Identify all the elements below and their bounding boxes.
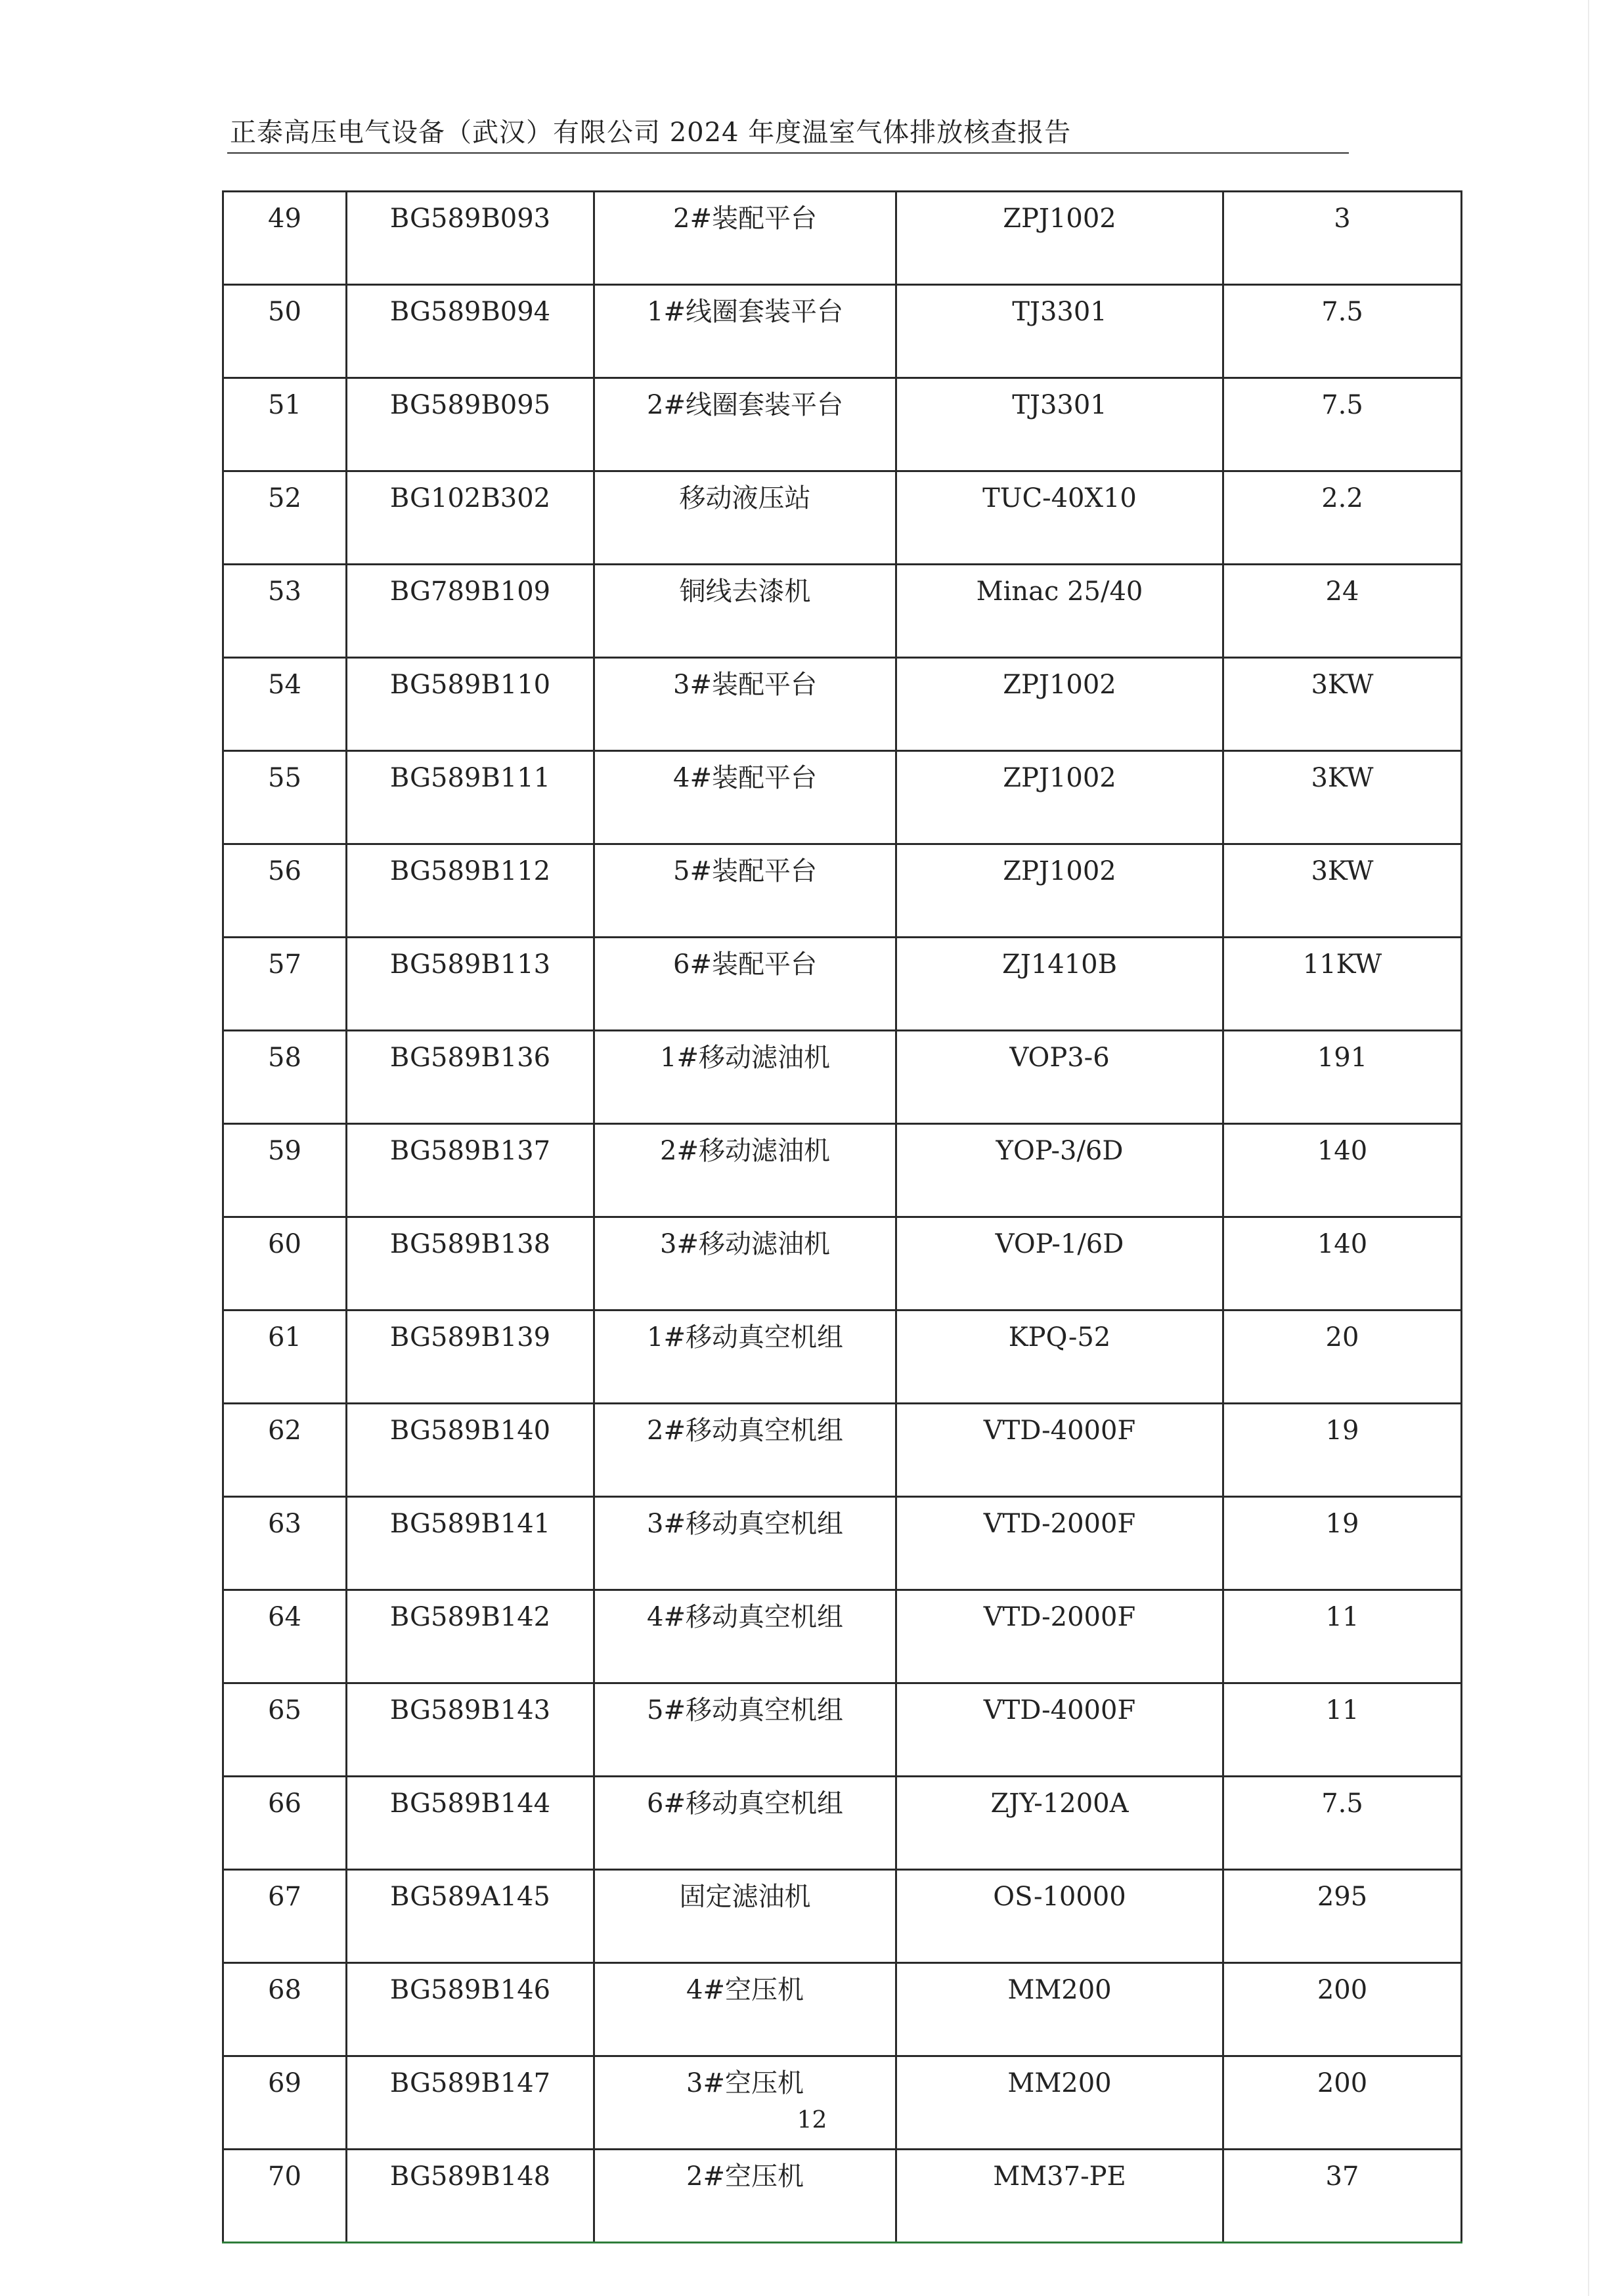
equipment-power-cell: 3KW (1223, 751, 1462, 844)
table-row (223, 1963, 1462, 2056)
equipment-name-cell: 1#线圈套装平台 (594, 285, 896, 378)
table-row (223, 2056, 1462, 2150)
table-row (223, 1683, 1462, 1777)
equipment-model-cell: KPQ-52 (896, 1310, 1223, 1404)
row-index-cell: 66 (223, 1777, 347, 1870)
table-row (223, 751, 1462, 844)
equipment-name-cell: 3#装配平台 (594, 658, 896, 751)
equipment-power-cell: 3KW (1223, 658, 1462, 751)
equipment-power-cell: 11 (1223, 1590, 1462, 1683)
equipment-model-cell: ZJY-1200A (896, 1777, 1223, 1870)
equipment-model-cell: VTD-2000F (896, 1590, 1223, 1683)
page-number: 12 (797, 2107, 827, 2134)
equipment-name-cell: 1#移动滤油机 (594, 1031, 896, 1124)
table-row (223, 192, 1462, 285)
row-index-cell: 70 (223, 2150, 347, 2243)
equipment-model-cell: MM200 (896, 1963, 1223, 2056)
equipment-power-cell: 11KW (1223, 938, 1462, 1031)
equipment-name-cell: 1#移动真空机组 (594, 1310, 896, 1404)
table-row (223, 1217, 1462, 1310)
equipment-model-cell: TUC-40X10 (896, 471, 1223, 565)
table-row (223, 471, 1462, 565)
row-index-cell: 59 (223, 1124, 347, 1217)
equipment-power-cell: 19 (1223, 1404, 1462, 1497)
scan-edge-line (1588, 0, 1589, 2296)
equipment-code-cell: BG589B112 (347, 844, 594, 938)
equipment-name-cell: 4#装配平台 (594, 751, 896, 844)
table-row (223, 565, 1462, 658)
row-index-cell: 57 (223, 938, 347, 1031)
equipment-name-cell: 2#移动滤油机 (594, 1124, 896, 1217)
table-row (223, 938, 1462, 1031)
equipment-table-body (223, 192, 1462, 2243)
table-row (223, 1777, 1462, 1870)
table-row (223, 1124, 1462, 1217)
equipment-code-cell: BG589B147 (347, 2056, 594, 2150)
equipment-model-cell: VTD-2000F (896, 1497, 1223, 1590)
equipment-code-cell: BG589B113 (347, 938, 594, 1031)
equipment-table-container (222, 190, 1460, 2243)
equipment-code-cell: BG589B110 (347, 658, 594, 751)
equipment-power-cell: 7.5 (1223, 378, 1462, 471)
equipment-name-cell: 4#空压机 (594, 1963, 896, 2056)
equipment-power-cell: 20 (1223, 1310, 1462, 1404)
equipment-model-cell: VOP-1/6D (896, 1217, 1223, 1310)
equipment-name-cell: 5#装配平台 (594, 844, 896, 938)
row-index-cell: 49 (223, 192, 347, 285)
equipment-name-cell: 3#空压机 (594, 2056, 896, 2150)
equipment-name-cell: 2#移动真空机组 (594, 1404, 896, 1497)
row-index-cell: 64 (223, 1590, 347, 1683)
equipment-name-cell: 5#移动真空机组 (594, 1683, 896, 1777)
equipment-model-cell: VTD-4000F (896, 1404, 1223, 1497)
table-row (223, 1031, 1462, 1124)
equipment-power-cell: 37 (1223, 2150, 1462, 2243)
equipment-code-cell: BG589B148 (347, 2150, 594, 2243)
equipment-model-cell: MM200 (896, 2056, 1223, 2150)
row-index-cell: 52 (223, 471, 347, 565)
equipment-name-cell: 4#移动真空机组 (594, 1590, 896, 1683)
equipment-name-cell: 6#装配平台 (594, 938, 896, 1031)
table-row (223, 1404, 1462, 1497)
equipment-model-cell: MM37-PE (896, 2150, 1223, 2243)
equipment-code-cell: BG589B141 (347, 1497, 594, 1590)
table-row (223, 658, 1462, 751)
row-index-cell: 67 (223, 1870, 347, 1963)
row-index-cell: 65 (223, 1683, 347, 1777)
equipment-code-cell: BG589B142 (347, 1590, 594, 1683)
equipment-code-cell: BG789B109 (347, 565, 594, 658)
equipment-power-cell: 191 (1223, 1031, 1462, 1124)
table-row (223, 1310, 1462, 1404)
row-index-cell: 68 (223, 1963, 347, 2056)
equipment-power-cell: 19 (1223, 1497, 1462, 1590)
equipment-name-cell: 2#装配平台 (594, 192, 896, 285)
equipment-table (222, 190, 1462, 2243)
equipment-model-cell: TJ3301 (896, 285, 1223, 378)
equipment-power-cell: 200 (1223, 1963, 1462, 2056)
equipment-code-cell: BG589B111 (347, 751, 594, 844)
equipment-code-cell: BG589A145 (347, 1870, 594, 1963)
equipment-name-cell: 3#移动真空机组 (594, 1497, 896, 1590)
equipment-model-cell: YOP-3/6D (896, 1124, 1223, 1217)
equipment-model-cell: ZJ1410B (896, 938, 1223, 1031)
equipment-name-cell: 2#空压机 (594, 2150, 896, 2243)
equipment-name-cell: 固定滤油机 (594, 1870, 896, 1963)
table-row (223, 1497, 1462, 1590)
equipment-model-cell: VTD-4000F (896, 1683, 1223, 1777)
equipment-power-cell: 3 (1223, 192, 1462, 285)
equipment-code-cell: BG589B094 (347, 285, 594, 378)
equipment-name-cell: 铜线去漆机 (594, 565, 896, 658)
equipment-code-cell: BG589B143 (347, 1683, 594, 1777)
equipment-model-cell: ZPJ1002 (896, 192, 1223, 285)
equipment-power-cell: 24 (1223, 565, 1462, 658)
row-index-cell: 56 (223, 844, 347, 938)
equipment-power-cell: 3KW (1223, 844, 1462, 938)
table-row (223, 2150, 1462, 2243)
equipment-name-cell: 2#线圈套装平台 (594, 378, 896, 471)
equipment-model-cell: OS-10000 (896, 1870, 1223, 1963)
equipment-code-cell: BG589B136 (347, 1031, 594, 1124)
table-row (223, 285, 1462, 378)
row-index-cell: 69 (223, 2056, 347, 2150)
page-header-title: 正泰高压电气设备（武汉）有限公司 2024 年度温室气体排放核查报告 (230, 118, 1072, 148)
equipment-power-cell: 11 (1223, 1683, 1462, 1777)
row-index-cell: 58 (223, 1031, 347, 1124)
row-index-cell: 60 (223, 1217, 347, 1310)
equipment-code-cell: BG589B095 (347, 378, 594, 471)
equipment-code-cell: BG102B302 (347, 471, 594, 565)
table-row (223, 1590, 1462, 1683)
row-index-cell: 54 (223, 658, 347, 751)
equipment-code-cell: BG589B139 (347, 1310, 594, 1404)
equipment-power-cell: 2.2 (1223, 471, 1462, 565)
equipment-power-cell: 140 (1223, 1217, 1462, 1310)
equipment-power-cell: 295 (1223, 1870, 1462, 1963)
equipment-model-cell: TJ3301 (896, 378, 1223, 471)
equipment-model-cell: VOP3-6 (896, 1031, 1223, 1124)
header-rule (227, 152, 1349, 154)
equipment-code-cell: BG589B144 (347, 1777, 594, 1870)
equipment-power-cell: 7.5 (1223, 285, 1462, 378)
equipment-model-cell: ZPJ1002 (896, 844, 1223, 938)
equipment-code-cell: BG589B140 (347, 1404, 594, 1497)
equipment-model-cell: ZPJ1002 (896, 658, 1223, 751)
equipment-name-cell: 6#移动真空机组 (594, 1777, 896, 1870)
table-row (223, 1870, 1462, 1963)
row-index-cell: 50 (223, 285, 347, 378)
table-row (223, 844, 1462, 938)
equipment-power-cell: 7.5 (1223, 1777, 1462, 1870)
equipment-code-cell: BG589B093 (347, 192, 594, 285)
table-row (223, 378, 1462, 471)
equipment-code-cell: BG589B146 (347, 1963, 594, 2056)
row-index-cell: 63 (223, 1497, 347, 1590)
row-index-cell: 55 (223, 751, 347, 844)
equipment-code-cell: BG589B138 (347, 1217, 594, 1310)
equipment-model-cell: Minac 25/40 (896, 565, 1223, 658)
equipment-power-cell: 140 (1223, 1124, 1462, 1217)
row-index-cell: 62 (223, 1404, 347, 1497)
equipment-model-cell: ZPJ1002 (896, 751, 1223, 844)
equipment-code-cell: BG589B137 (347, 1124, 594, 1217)
row-index-cell: 53 (223, 565, 347, 658)
row-index-cell: 61 (223, 1310, 347, 1404)
equipment-power-cell: 200 (1223, 2056, 1462, 2150)
equipment-name-cell: 3#移动滤油机 (594, 1217, 896, 1310)
equipment-name-cell: 移动液压站 (594, 471, 896, 565)
row-index-cell: 51 (223, 378, 347, 471)
